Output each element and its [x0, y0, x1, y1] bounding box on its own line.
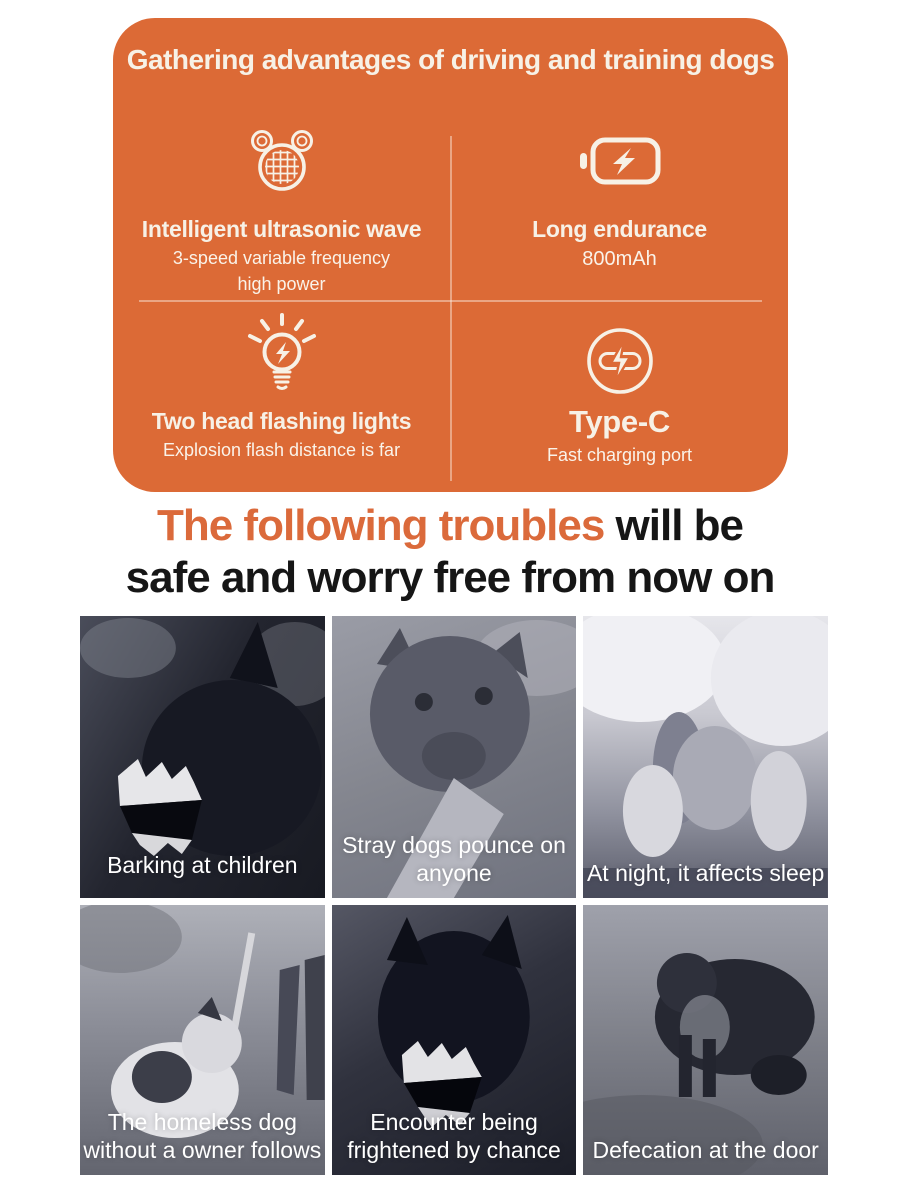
feature-type-c: [451, 308, 788, 466]
trouble-caption: Encounter being frightened by chance: [347, 1108, 561, 1164]
trouble-caption: Stray dogs pounce on anyone: [342, 831, 566, 887]
feature-title: Two head flashing lights: [151, 408, 412, 434]
feature-subtitle: 800mAh: [582, 248, 657, 270]
trouble-caption: Barking at children: [107, 852, 298, 879]
flashing-bulb-icon: [113, 308, 450, 398]
feature-flashing-lights: [113, 308, 450, 461]
dog-defecating-at-door-photo: [583, 905, 828, 1175]
feature-title: Long endurance: [532, 216, 707, 242]
troubles-grid: [80, 616, 828, 1175]
woman-covering-ears-photo: [583, 616, 828, 898]
feature-subtitle: 3-speed variable frequency: [172, 248, 391, 268]
feature-title: Type-C: [569, 404, 670, 439]
trouble-caption: At night, it affects sleep: [586, 860, 825, 887]
trouble-frightened-by-chance: [332, 905, 577, 1175]
headline-line-2: safe and worry free from now on: [125, 552, 775, 602]
feature-endurance: [451, 116, 788, 271]
headline-highlight: The following troubles: [156, 501, 605, 550]
feature-title: Intelligent ultrasonic wave: [141, 216, 422, 242]
type-c-fast-charging-icon: [451, 308, 788, 398]
trouble-affects-sleep: [583, 616, 828, 898]
headline-line-1: [0, 500, 900, 552]
trouble-defecation-at-door: [583, 905, 828, 1175]
feature-subtitle: Explosion flash distance is far: [162, 440, 401, 460]
battery-charging-icon: [451, 116, 788, 206]
horizontal-divider: [139, 300, 762, 302]
ultrasonic-speaker-icon: [113, 116, 450, 206]
headline-rest: will be: [604, 501, 743, 550]
advantages-panel: [113, 18, 788, 492]
panel-title: Gathering advantages of driving and training dogs: [126, 44, 775, 75]
trouble-barking-at-children: [80, 616, 325, 898]
headline: [0, 500, 900, 604]
feature-subtitle: high power: [237, 273, 326, 294]
trouble-homeless-dog-follows: [80, 905, 325, 1175]
trouble-caption: The homeless dog without a owner follows: [83, 1108, 322, 1164]
trouble-stray-dogs-pounce: [332, 616, 577, 898]
feature-subtitle: Fast charging port: [546, 445, 693, 465]
feature-ultrasonic: [113, 116, 450, 294]
trouble-caption: Defecation at the door: [592, 1137, 819, 1164]
